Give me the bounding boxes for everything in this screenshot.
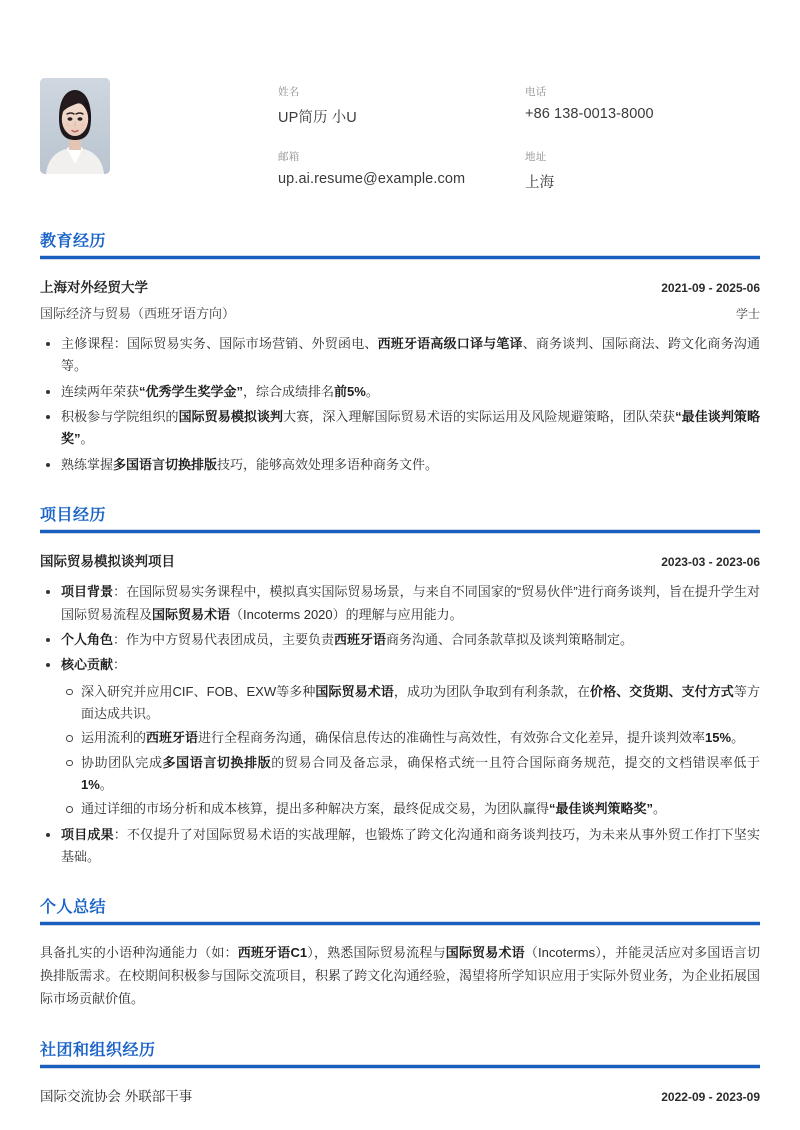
section-divider <box>40 921 760 926</box>
section-title-summary: 个人总结 <box>40 899 107 917</box>
school-name: 上海对外经贸大学 <box>40 280 148 295</box>
list-item: 通过详细的市场分析和成本核算，提出多种解决方案，最终促成交易，为团队赢得“最佳谈判策略奖”。 <box>61 798 760 820</box>
list-item: 核心贡献： 深入研究并应用CIF、FOB、EXW等多种国际贸易术语，成功为团队争取到有利条款，在价格、交货期、支付方式等方面达成共识。 运用流利的西班牙语进行全程商务沟通，确保信息传达的准确性与高效性，有效弥合文化差异，提升谈判效率15%。 协助团队完成多国语言切换排版的贸易合同及备忘录，确保格式统一且符合国际商务规范，提交的文档错误率低于1%。 通过详细的市场分析和成本核算，提出多种解决方案，最终促成交易，为团队赢得“最佳谈判策略奖”。 <box>40 654 760 821</box>
section-education <box>40 228 760 476</box>
list-item: 熟练掌握多国语言切换排版技巧，能够高效处理多语种商务文件。 <box>40 454 760 476</box>
contact-field-email <box>278 149 525 192</box>
contact-grid <box>278 78 654 192</box>
field-label: 姓名 <box>278 86 300 98</box>
section-projects <box>40 502 760 868</box>
list-item: 积极参与学院组织的国际贸易模拟谈判大赛，深入理解国际贸易术语的实际运用及风险规避策略，团队荣获“最佳谈判策略奖”。 <box>40 406 760 451</box>
section-title-education: 教育经历 <box>40 233 107 250</box>
list-item: 主修课程：国际贸易实务、国际市场营销、外贸函电、西班牙语高级口译与笔译、商务谈判、国际商法、跨文化商务沟通等。 <box>40 333 760 378</box>
contact-field-phone <box>525 84 654 127</box>
list-item: 个人角色：作为中方贸易代表团成员，主要负责西班牙语商务沟通、合同条款草拟及谈判策略制定。 <box>40 629 760 651</box>
list-item: 运用流利的西班牙语进行全程商务沟通，确保信息传达的准确性与高效性，有效弥合文化差异，提升谈判效率15%。 <box>61 727 760 749</box>
resume-header <box>40 0 760 202</box>
education-date: 2021-09 - 2025-06 <box>661 281 760 295</box>
field-value-phone: +86 138-0013-8000 <box>525 106 654 122</box>
list-item: 项目背景：在国际贸易实务课程中，模拟真实国际贸易场景，与来自不同国家的“贸易伙伴”进行商务谈判，旨在提升学生对国际贸易流程及国际贸易术语（Incoterms 2020）的理解与应用能力。 <box>40 581 760 626</box>
project-date: 2023-03 - 2023-06 <box>661 555 760 570</box>
field-value-address: 上海 <box>525 175 555 191</box>
section-title-clubs: 社团和组织经历 <box>40 1041 156 1059</box>
section-summary <box>40 894 760 1010</box>
field-label: 地址 <box>525 151 547 163</box>
portrait-photo <box>40 78 110 174</box>
project-subbullet-list <box>61 681 760 821</box>
project-name: 国际贸易模拟谈判项目 <box>40 554 175 570</box>
section-divider <box>40 1064 760 1069</box>
field-label: 邮箱 <box>278 151 300 163</box>
club-entry-header <box>40 1085 760 1105</box>
section-divider <box>40 255 760 260</box>
project-bullet-list <box>40 581 760 868</box>
section-divider <box>40 529 760 534</box>
major-name: 国际经济与贸易（西班牙语方向） <box>40 306 236 321</box>
list-item: 深入研究并应用CIF、FOB、EXW等多种国际贸易术语，成功为团队争取到有利条款，在价格、交货期、支付方式等方面达成共识。 <box>61 681 760 726</box>
education-entry-header <box>40 276 760 296</box>
project-entry-header <box>40 550 760 570</box>
degree-label: 学士 <box>735 307 760 321</box>
section-clubs <box>40 1037 760 1105</box>
field-value-name: UP简历 小U <box>278 110 357 126</box>
education-bullet-list <box>40 333 760 476</box>
list-item: 连续两年荣获“优秀学生奖学金”，综合成绩排名前5%。 <box>40 381 760 403</box>
field-value-email: up.ai.resume@example.com <box>278 171 466 187</box>
list-item: 协助团队完成多国语言切换排版的贸易合同及备忘录，确保格式统一且符合国际商务规范，提交的文档错误率低于1%。 <box>61 752 760 797</box>
list-item: 项目成果：不仅提升了对国际贸易术语的实战理解，也锻炼了跨文化沟通和商务谈判技巧，为未来从事外贸工作打下坚实基础。 <box>40 824 760 869</box>
summary-paragraph: 具备扎实的小语种沟通能力（如：西班牙语C1），熟悉国际贸易流程与国际贸易术语（Incoterms），并能灵活应对多国语言切换排版需求。在校期间积极参与国际交流项目，积累了跨文化沟通经验，渴望将所学知识应用于实际外贸业务，为企业拓展国际市场贡献价值。 <box>40 945 760 1006</box>
contact-field-name <box>278 84 525 127</box>
club-date: 2022-09 - 2023-09 <box>661 1089 760 1104</box>
club-name: 国际交流协会 外联部干事 <box>40 1088 193 1104</box>
section-title-projects: 项目经历 <box>40 507 107 525</box>
education-entry-sub <box>40 303 760 322</box>
contact-field-address <box>525 149 654 192</box>
field-label: 电话 <box>525 86 547 98</box>
